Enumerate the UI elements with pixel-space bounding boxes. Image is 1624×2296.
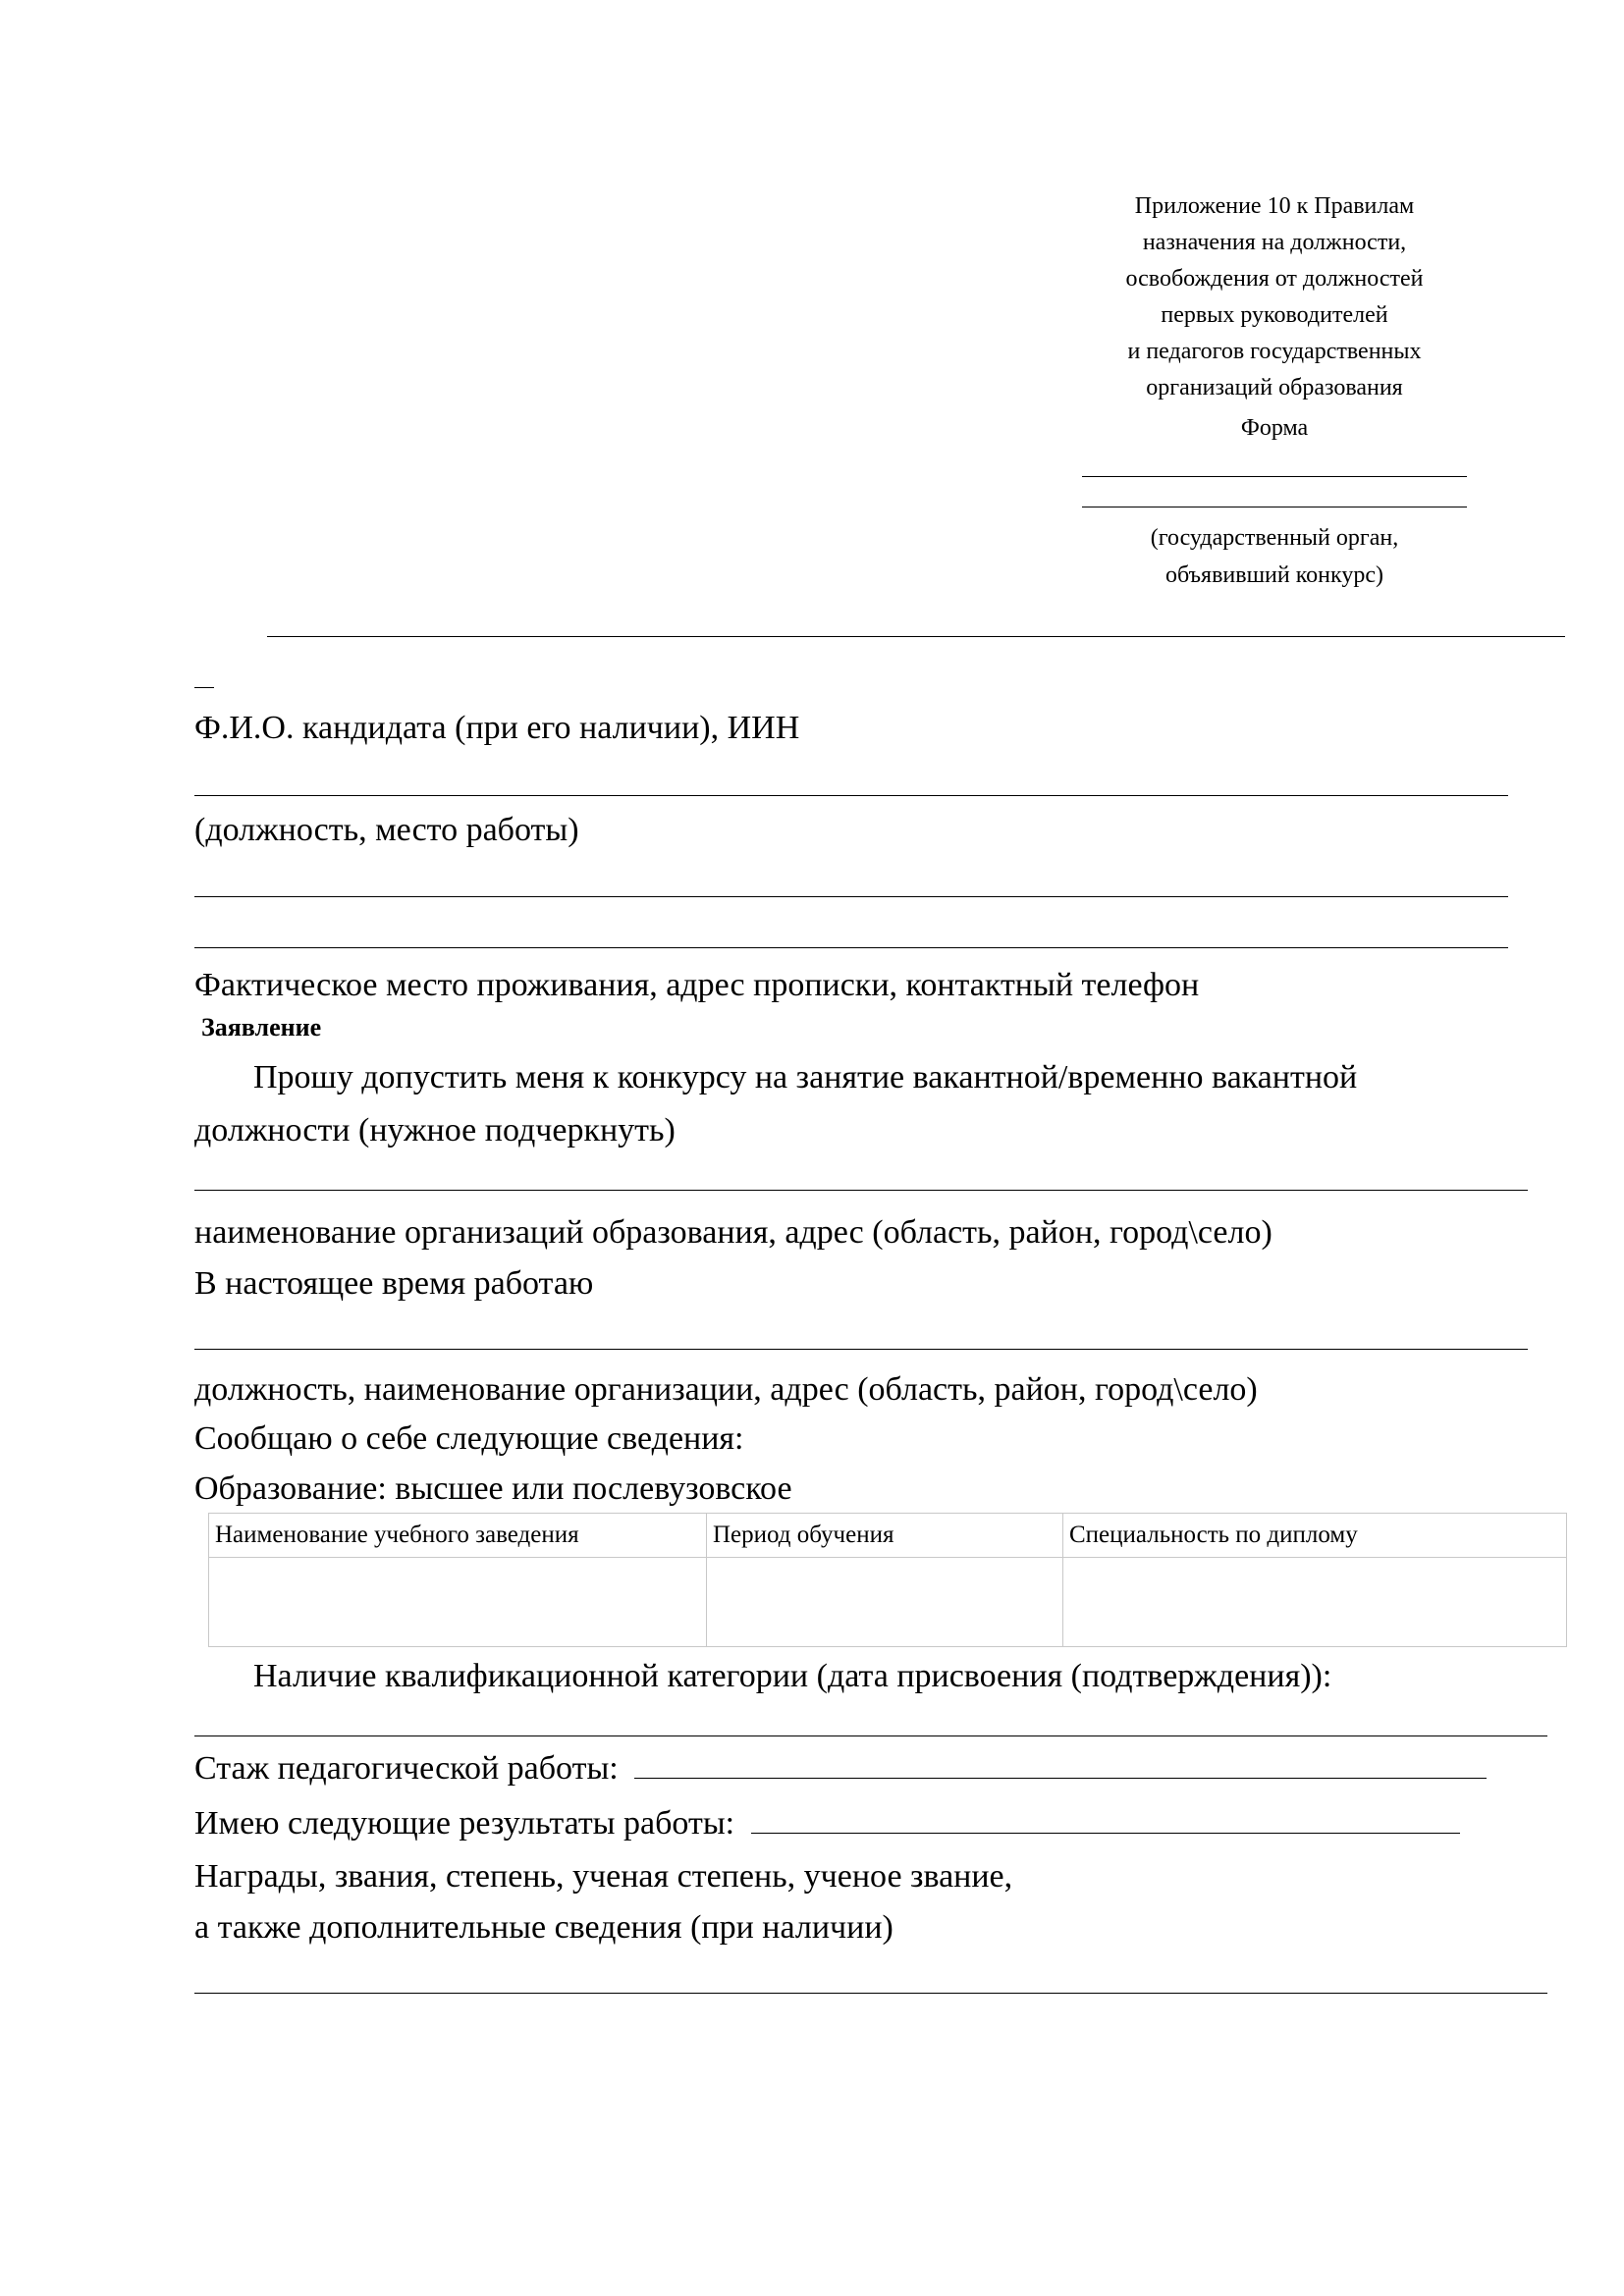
organization-caption: наименование организаций образования, адрес (область, район, город\село) bbox=[194, 1214, 1272, 1251]
current-work-blank-line[interactable] bbox=[194, 1349, 1528, 1350]
organ-blank-line-2[interactable] bbox=[1082, 477, 1467, 507]
request-text-line-2: должности (нужное подчеркнуть) bbox=[194, 1112, 676, 1148]
header-line: организаций образования bbox=[1146, 375, 1403, 400]
column-header-period: Период обучения bbox=[707, 1514, 1063, 1558]
statement-title: Заявление bbox=[201, 1013, 322, 1041]
header-line: назначения на должности, bbox=[1142, 230, 1407, 255]
organ-caption bbox=[1029, 519, 1520, 594]
specialty-cell[interactable] bbox=[1063, 1558, 1567, 1647]
residence-blank-line-1[interactable] bbox=[194, 896, 1508, 897]
experience-label: Стаж педагогической работы: bbox=[194, 1750, 619, 1787]
organ-caption-line: объявивший конкурс) bbox=[1165, 562, 1383, 588]
fio-label: Ф.И.О. кандидата (при его наличии), ИИН bbox=[194, 710, 800, 746]
awards-text-line-2: а также дополнительные сведения (при наличии) bbox=[194, 1909, 893, 1946]
results-label: Имею следующие результаты работы: bbox=[194, 1805, 735, 1842]
table-header-row bbox=[209, 1514, 1567, 1558]
fio-blank-line[interactable] bbox=[267, 636, 1565, 637]
period-cell[interactable] bbox=[707, 1558, 1063, 1647]
request-text-line-1: Прошу допустить меня к конкурсу на занятие вакантной/временно вакантной bbox=[253, 1059, 1358, 1095]
institution-cell[interactable] bbox=[209, 1558, 707, 1647]
category-label: Наличие квалификационной категории (дата присвоения (подтверждения)): bbox=[253, 1658, 1332, 1694]
info-intro: Сообщаю о себе следующие сведения: bbox=[194, 1420, 744, 1457]
education-table bbox=[208, 1513, 1567, 1647]
organ-caption-line: (государственный орган, bbox=[1150, 525, 1399, 551]
awards-blank-line[interactable] bbox=[194, 1993, 1547, 1994]
header-line: и педагогов государственных bbox=[1127, 339, 1422, 364]
fio-blank-line-wrap bbox=[194, 687, 214, 688]
header-line: Приложение 10 к Правилам bbox=[1134, 193, 1415, 219]
residence-blank-line-2[interactable] bbox=[194, 947, 1508, 948]
table-row bbox=[209, 1558, 1567, 1647]
experience-row bbox=[194, 1749, 1487, 1789]
current-work-caption: должность, наименование организации, адрес (область, район, город\село) bbox=[194, 1371, 1258, 1408]
organization-blank-line[interactable] bbox=[194, 1190, 1528, 1191]
position-blank-line[interactable] bbox=[194, 795, 1508, 796]
column-header-specialty: Специальность по диплому bbox=[1063, 1514, 1567, 1558]
organ-blank-line-1[interactable] bbox=[1082, 447, 1467, 477]
column-header-institution: Наименование учебного заведения bbox=[209, 1514, 707, 1558]
residence-label: Фактическое место проживания, адрес прописки, контактный телефон bbox=[194, 967, 1200, 1003]
header-line: освобождения от должностей bbox=[1125, 266, 1424, 292]
education-label: Образование: высшее или послевузовское bbox=[194, 1470, 792, 1507]
results-blank-line[interactable] bbox=[751, 1805, 1460, 1834]
form-label: Форма bbox=[1240, 415, 1309, 441]
awards-text-line-1: Награды, звания, степень, ученая степень, ученое звание, bbox=[194, 1858, 1013, 1895]
current-work-label: В настоящее время работаю bbox=[194, 1265, 594, 1302]
form-header bbox=[1029, 188, 1520, 594]
experience-blank-line[interactable] bbox=[634, 1750, 1487, 1779]
header-line: первых руководителей bbox=[1161, 302, 1388, 328]
category-blank-line[interactable] bbox=[194, 1735, 1547, 1736]
results-row bbox=[194, 1804, 1460, 1843]
position-label: (должность, место работы) bbox=[194, 812, 579, 848]
